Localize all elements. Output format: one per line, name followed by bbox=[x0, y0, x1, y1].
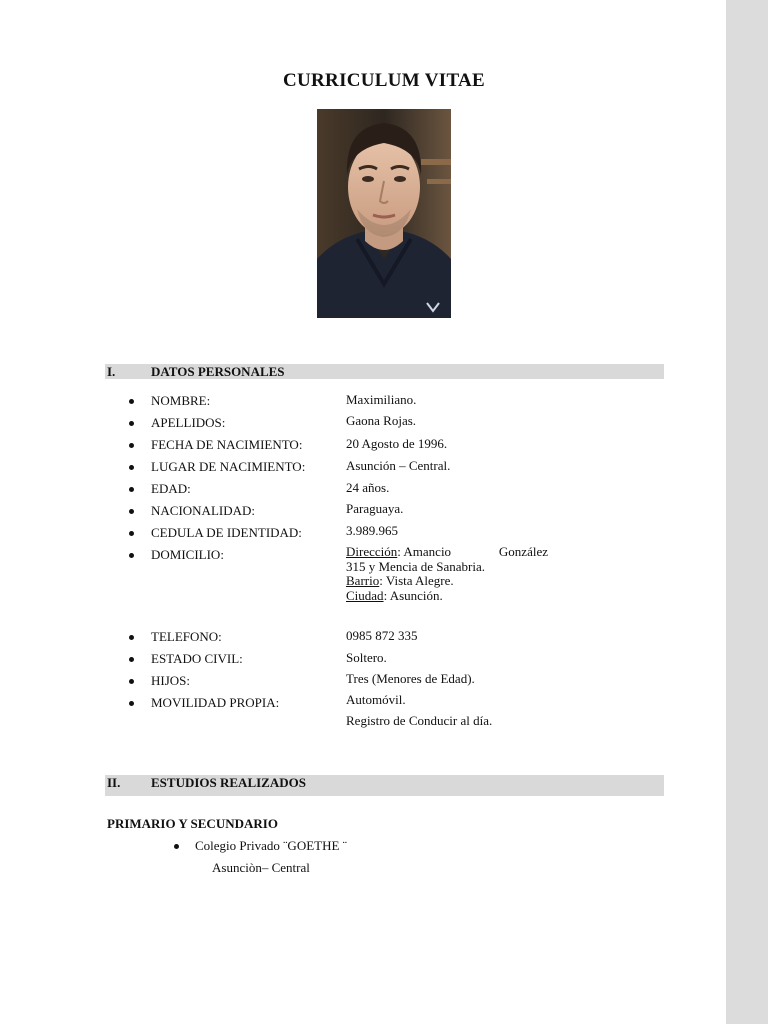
field-label: CEDULA DE IDENTIDAD: bbox=[151, 525, 302, 540]
field-value: 3.989.965 bbox=[346, 523, 398, 538]
field-label: NACIONALIDAD: bbox=[151, 503, 255, 518]
field-label: EDAD: bbox=[151, 481, 191, 496]
profile-photo bbox=[317, 109, 451, 318]
field-value-secondary: Registro de Conducir al día. bbox=[346, 713, 493, 728]
field-value: Automóvil. bbox=[346, 692, 406, 707]
school-name: Colegio Privado ¨GOETHE ¨ bbox=[195, 838, 348, 853]
bullet-icon bbox=[129, 443, 134, 448]
portrait-image bbox=[317, 109, 451, 318]
field-label: FECHA DE NACIMIENTO: bbox=[151, 437, 303, 452]
field-value: Soltero. bbox=[346, 650, 387, 665]
bullet-icon bbox=[129, 679, 134, 684]
field-value: Maximiliano. bbox=[346, 392, 417, 407]
field-label: ESTADO CIVIL: bbox=[151, 651, 243, 666]
direccion-value-end: González bbox=[498, 544, 548, 559]
field-value: Paraguaya. bbox=[346, 501, 404, 516]
address-line-2: 315 y Mencia de Sanabria. bbox=[346, 558, 485, 574]
bullet-icon bbox=[129, 531, 134, 536]
bullet-icon bbox=[129, 657, 134, 662]
field-label: LUGAR DE NACIMIENTO: bbox=[151, 459, 306, 474]
address-line-1 bbox=[346, 545, 548, 560]
section-header-personal bbox=[105, 364, 664, 379]
bullet-icon bbox=[129, 635, 134, 640]
direccion-label: Dirección bbox=[346, 544, 398, 559]
school-location: Asunciòn– Central bbox=[212, 860, 310, 875]
bullet-icon bbox=[129, 701, 134, 706]
field-value: Asunción – Central. bbox=[346, 458, 451, 473]
address-ciudad bbox=[346, 589, 548, 604]
field-value: 0985 872 335 bbox=[346, 628, 418, 643]
direccion-value: : Amancio bbox=[397, 544, 452, 559]
field-value: 24 años. bbox=[346, 480, 390, 495]
studies-subheading: PRIMARIO Y SECUNDARIO bbox=[107, 816, 278, 831]
field-value: Gaona Rojas. bbox=[346, 413, 417, 428]
field-label: APELLIDOS: bbox=[151, 415, 226, 430]
barrio-value: : Vista Alegre. bbox=[379, 573, 454, 588]
ciudad-label: Ciudad bbox=[346, 587, 384, 603]
bullet-icon bbox=[174, 844, 179, 849]
address-barrio bbox=[346, 574, 548, 589]
bullet-icon bbox=[129, 487, 134, 492]
document-title: CURRICULUM VITAE bbox=[282, 70, 486, 91]
address-block bbox=[346, 545, 548, 603]
bullet-icon bbox=[129, 553, 134, 558]
field-label: MOVILIDAD PROPIA: bbox=[151, 695, 280, 710]
section-number: I. bbox=[107, 364, 116, 379]
field-label: DOMICILIO: bbox=[151, 547, 224, 562]
section-header-studies bbox=[105, 775, 664, 796]
bullet-icon bbox=[129, 465, 134, 470]
section-title: ESTUDIOS REALIZADOS bbox=[151, 775, 306, 790]
ciudad-value: : Asunción. bbox=[383, 587, 443, 603]
barrio-label: Barrio bbox=[346, 573, 380, 588]
bullet-icon bbox=[129, 399, 134, 404]
bullet-icon bbox=[129, 509, 134, 514]
field-value: Tres (Menores de Edad). bbox=[346, 671, 475, 686]
field-value: 20 Agosto de 1996. bbox=[346, 436, 448, 451]
bullet-icon bbox=[129, 421, 134, 426]
field-label: NOMBRE: bbox=[151, 393, 211, 408]
section-title: DATOS PERSONALES bbox=[151, 364, 285, 379]
section-number: II. bbox=[107, 775, 121, 790]
field-label: HIJOS: bbox=[151, 673, 191, 688]
field-label: TELEFONO: bbox=[151, 629, 222, 644]
